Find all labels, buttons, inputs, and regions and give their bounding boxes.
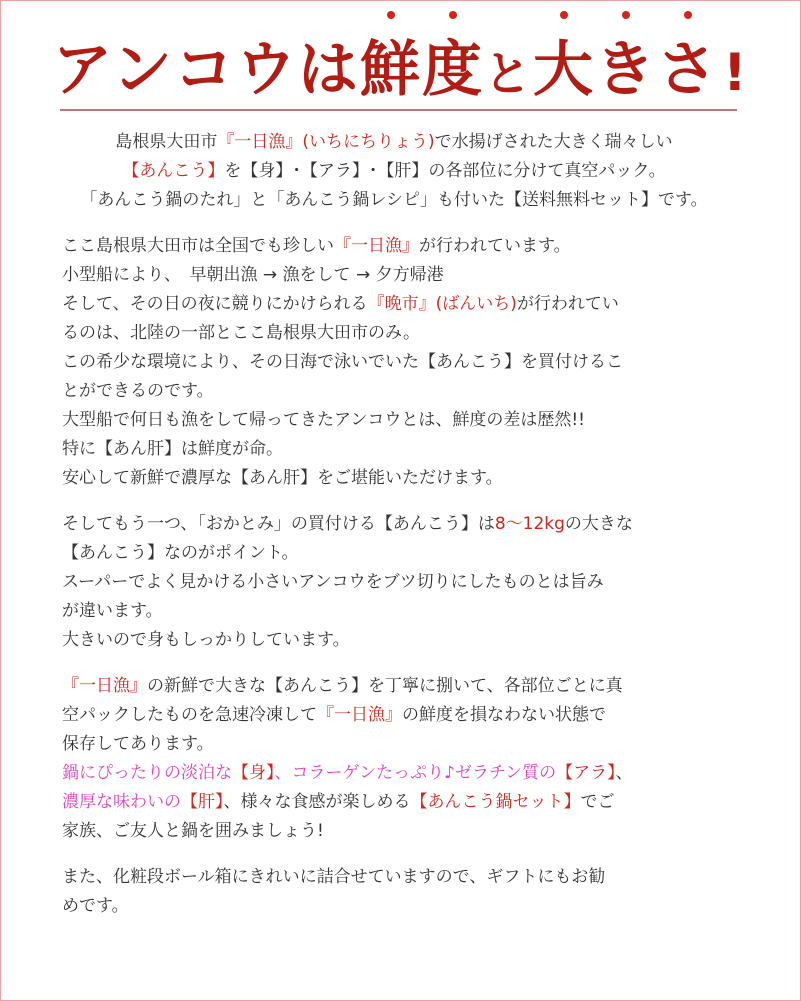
emphasis-dot	[622, 11, 630, 19]
paragraph-size	[62, 510, 752, 655]
text-line: が違います。	[62, 601, 163, 621]
title-part1: アンコウは	[52, 35, 360, 105]
title-underline	[60, 109, 737, 111]
title-exclamation: !	[722, 43, 749, 103]
text-line: そして、その日の夜に競りにかけられる『晩市』(ばんいち)が行われてい	[62, 294, 619, 314]
text-line: スーパーでよく見かける小さいアンコウをブツ切りにしたものとは旨み	[62, 572, 604, 592]
text-line: めです。	[62, 896, 129, 916]
text-line: 大型船で何日も漁をして帰ってきたアンコウとは、鮮度の差は歴然!!	[62, 410, 585, 430]
emphasis-dot	[684, 11, 692, 19]
text-line: 「あんこう鍋のたれ」と「あんこう鍋レシピ」も付いた【送料無料セット】です。	[80, 190, 708, 210]
intro-paragraph	[62, 128, 752, 215]
text-line: るのは、北陸の一部とここ島根県大田市のみ。	[62, 323, 421, 343]
text-line: そしてもう一つ、「おかとみ」の買付ける【あんこう】は8～12kgの大きな	[62, 514, 633, 534]
page-title	[0, 22, 801, 108]
title-keyword-char: 度	[422, 22, 484, 108]
text-line: 安心して新鮮で濃厚な【あん肝】をご堪能いただけます。	[62, 468, 503, 488]
paragraph-ichinichi-ryo	[62, 232, 752, 493]
text-line: 濃厚な味わいの【肝】、様々な食感が楽しめる【あんこう鍋セット】でご	[62, 792, 615, 812]
text-line: また、化粧段ボール箱にきれいに詰合せていますので、ギフトにもお勧	[62, 867, 606, 887]
paragraph-set-contents	[62, 672, 752, 846]
body-text	[62, 128, 752, 938]
text-line: 空パックしたものを急速冷凍して『一日漁』の鮮度を損なわない状態で	[62, 705, 606, 725]
title-keyword-char: き	[595, 22, 657, 108]
text-line: 小型船により、 早朝出漁 → 漁をして → 夕方帰港	[62, 265, 444, 285]
text-line: とができるのです。	[62, 381, 214, 401]
text-line: 【あんこう】なのがポイント。	[62, 543, 299, 563]
text-line: 鍋にぴったりの淡泊な【身】、コラーゲンたっぷり♪ゼラチン質の【アラ】、	[62, 763, 633, 783]
title-joiner: と	[483, 47, 533, 102]
text-line: 家族、ご友人と鍋を囲みましょう!	[62, 821, 324, 841]
text-line: 【あんこう】を【身】･【アラ】･【肝】の各部位に分けて真空パック。	[122, 161, 666, 181]
title-keyword-char: 大	[533, 22, 595, 108]
emphasis-dot	[449, 11, 457, 19]
emphasis-dot	[387, 11, 395, 19]
text-line: 特に【あん肝】は鮮度が命。	[62, 439, 283, 459]
text-line: 保存してあります。	[62, 734, 214, 754]
text-line: 大きいので身もしっかりしています。	[62, 630, 350, 650]
text-line: 『一日漁』の新鮮で大きな【あんこう】を丁寧に捌いて、各部位ごとに真	[62, 676, 623, 696]
title-keyword-char: 鮮	[360, 22, 422, 108]
text-line: 島根県大田市『一日漁』(いちにちりょう)で水揚げされた大きく瑞々しい	[115, 132, 673, 152]
text-line: この希少な環境により、その日海で泳いでいた【あんこう】を買付けるこ	[62, 352, 623, 372]
paragraph-gift	[62, 863, 752, 921]
text-line: ここ島根県大田市は全国でも珍しい『一日漁』が行われています。	[62, 236, 571, 256]
emphasis-dot	[560, 11, 568, 19]
title-keyword-char: さ	[657, 22, 719, 108]
